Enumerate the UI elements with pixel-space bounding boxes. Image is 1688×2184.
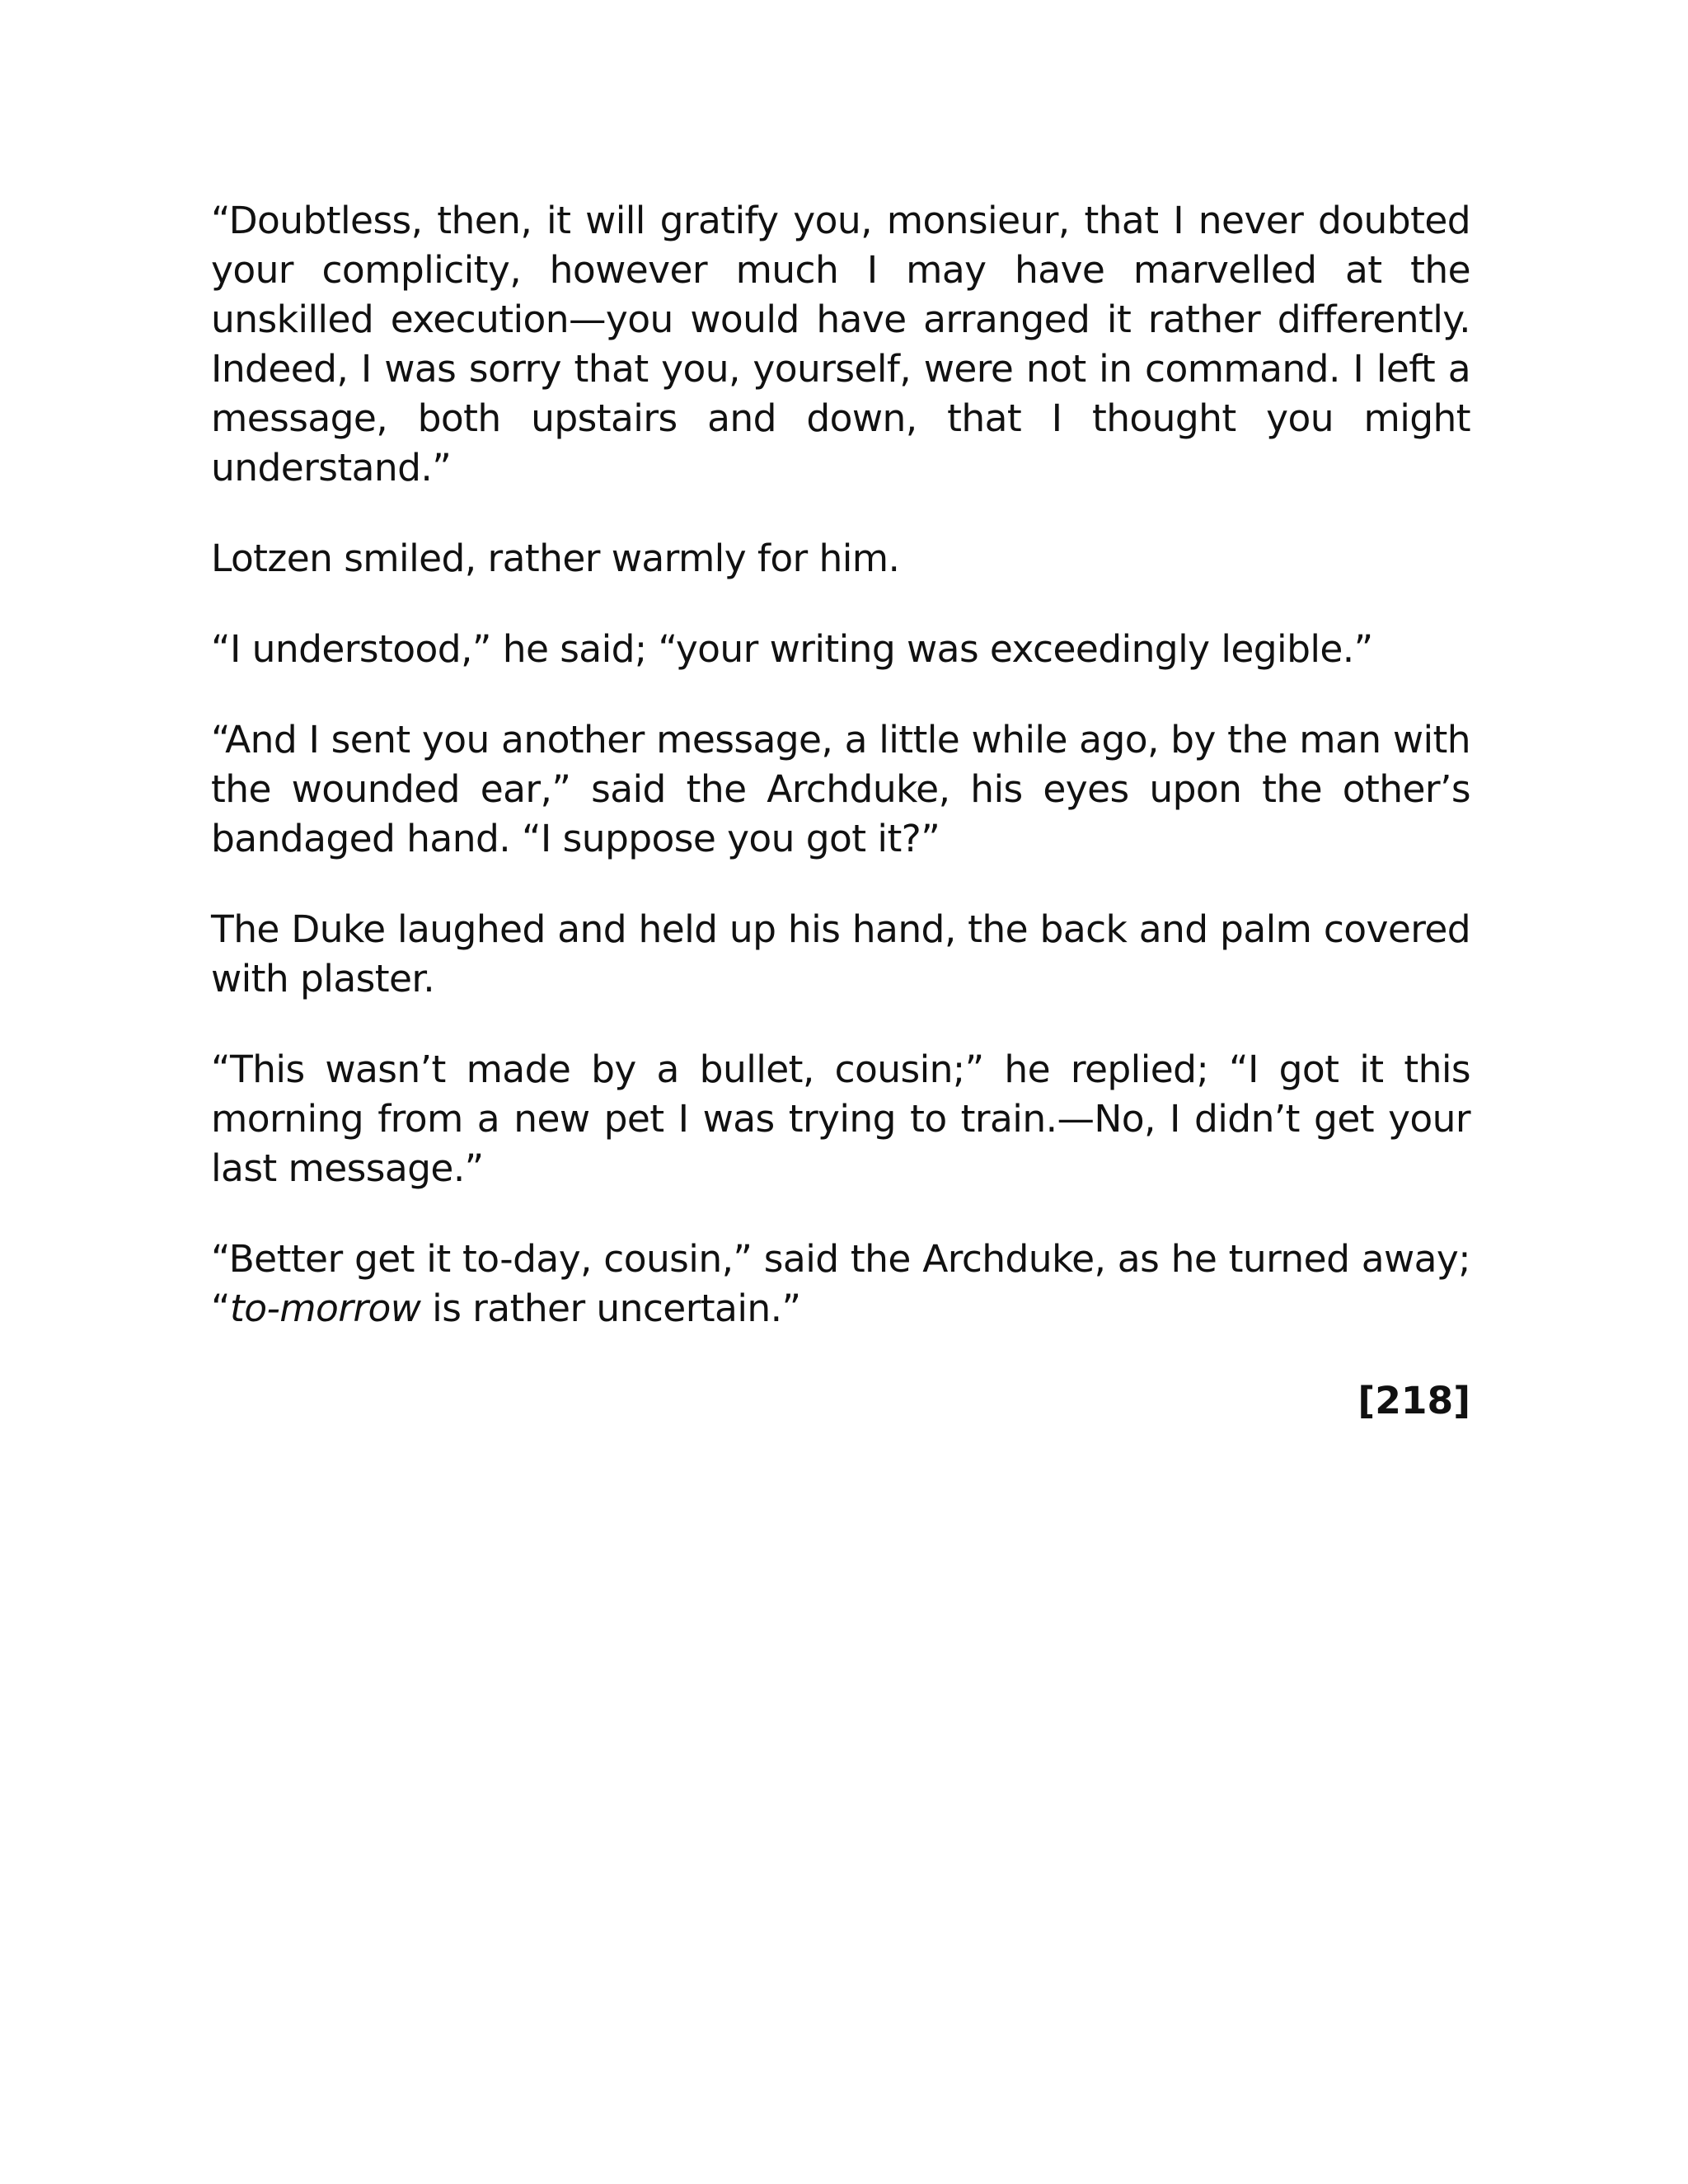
body-text [211, 196, 1470, 1426]
paragraph-7-emphasis: to-morrow [229, 1286, 421, 1330]
paragraph-5: The Duke laughed and held up his hand, the back and palm covered with plaster. [211, 907, 1470, 1001]
paragraph-7-tail: is rather uncertain.” [420, 1286, 801, 1330]
paragraph-6: “This wasn’t made by a bullet, cousin;” he replied; “I got it this morning from a new pet I was trying to train.—No, I didn’t get your last message.” [211, 1047, 1470, 1190]
paragraph-4: “And I sent you another message, a little while ago, by the man with the wounded ear,” said the Archduke, his eyes upon the other’s bandaged hand. “I suppose you got it?” [211, 718, 1470, 860]
paragraph-3: “I understood,” he said; “your writing was exceedingly legible.” [211, 627, 1373, 671]
paragraph-2: Lotzen smiled, rather warmly for him. [211, 537, 900, 580]
paragraph-1: “Doubtless, then, it will gratify you, monsieur, that I never doubted your complicity, however much I may have marvelled at the unskilled execution—you would have arranged it rather differently. Indeed, I was sorry that you, yourself, were not in command. I left a message, both upstairs and down, that I thought you might understand.” [211, 199, 1470, 490]
paragraph-7 [211, 1235, 1470, 1333]
paragraph-7-lead: “Better get it to-day, cousin,” said the Archduke, as he turned away; “ [211, 1237, 1470, 1330]
page-number: [218] [1357, 1379, 1470, 1422]
